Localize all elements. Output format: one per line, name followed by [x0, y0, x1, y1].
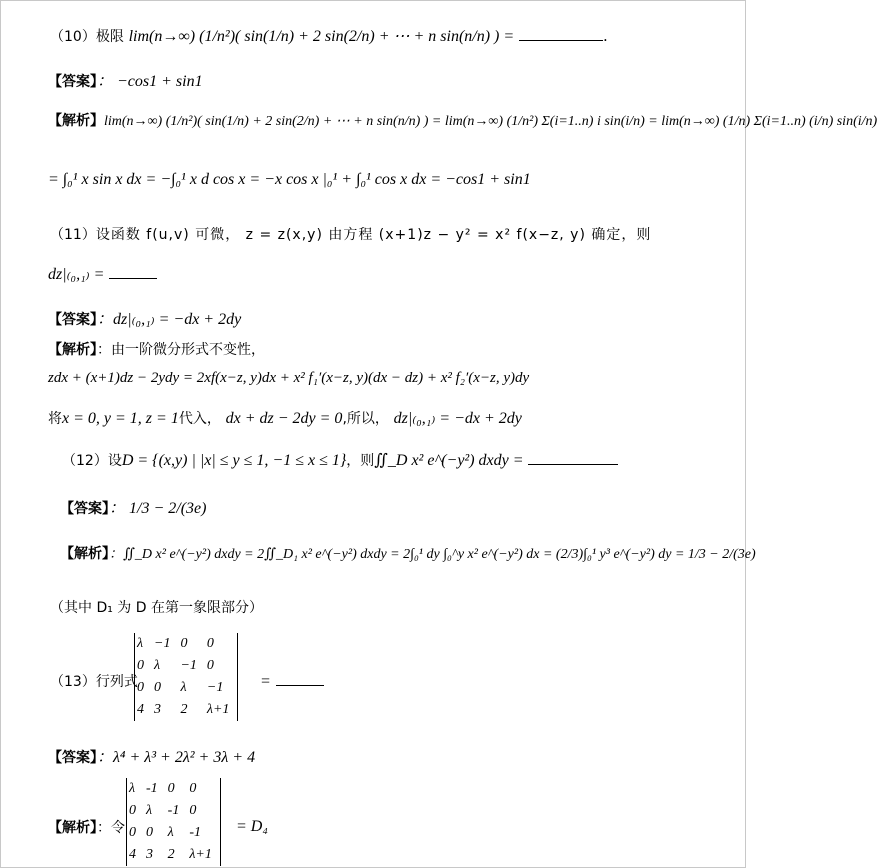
ans10-line: [48, 68, 203, 91]
jx11-result: dz|₍₀,₁₎ = −dx + 2dy: [393, 410, 522, 427]
q13-matrix-cell: λ: [154, 658, 161, 673]
jx13-matrix-cell: 0: [146, 825, 153, 840]
jx13-matrix-cell: λ: [146, 803, 153, 818]
jx13-matrix-row: [127, 822, 221, 844]
q13-matrix-cell: 4: [137, 702, 144, 717]
jx10-line2-expression: = ∫₀¹ x sin x dx = −∫₀¹ x d cos x = −x cos x |₀¹ + ∫₀¹ cos x dx = −cos1 + sin1: [48, 171, 531, 188]
q11-dz: dz|₍₀,₁₎ =: [48, 266, 105, 283]
jx13-equals: = D₄: [236, 818, 268, 835]
jx13-matrix-cell: -1: [167, 803, 180, 818]
jx12-tag: 【解析】: [60, 546, 109, 562]
jx11-text: ：由一阶微分形式不变性，: [97, 342, 265, 358]
q13-matrix-cell: 0: [154, 680, 161, 695]
ans11-line: [48, 306, 241, 329]
jx13-matrix-cell: 2: [167, 847, 175, 862]
q13-matrix-row: [135, 699, 238, 721]
jx13-matrix-cell: λ: [129, 781, 136, 796]
q10-label: 极限: [95, 29, 124, 45]
jx13-matrix-cell: 3: [146, 847, 153, 862]
q13-matrix-cell: 0: [137, 680, 144, 695]
jx13-matrix-cell: 4: [129, 847, 136, 862]
jx11-sub-values: x = 0, y = 1, z = 1: [62, 410, 179, 427]
q13-matrix-cell: 2: [180, 702, 188, 717]
q12-then: ，则: [346, 453, 375, 469]
q13-matrix-row: [135, 655, 238, 677]
ans11-text: ：dz|₍₀,₁₎ = −dx + 2dy: [97, 311, 242, 328]
jx13-determinant: [126, 778, 221, 866]
q13-matrix-row: [135, 633, 238, 655]
q13-matrix-cell: 0: [206, 658, 214, 673]
ans12-line: [60, 495, 206, 518]
jx13-matrix-cell: λ: [167, 825, 174, 840]
q13-matrix-cell: λ+1: [206, 702, 230, 717]
q13-answer-blank: [276, 671, 324, 686]
jx11-sub-pre: 将: [48, 411, 62, 427]
jx11-substitution-line: [48, 408, 522, 428]
jx12-line: [60, 543, 756, 563]
q13-matrix-cell: λ: [180, 680, 187, 695]
ans13-line: [48, 744, 255, 767]
q13-equals-line: [260, 671, 324, 691]
q13-matrix-cell: λ: [137, 636, 144, 651]
q10-answer-blank: [519, 26, 603, 41]
q11-text: 设函数 f(u,v) 可微， z = z(x,y) 由方程 (x+1)z − y² = x² f(x−z, y) 确定，则: [95, 227, 652, 243]
jx11-tag: 【解析】: [48, 342, 97, 358]
q10-number: （10）: [50, 29, 96, 45]
q13-matrix-row: [135, 677, 238, 699]
q13-matrix-cell: 0: [180, 636, 188, 651]
jx13-matrix-cell: 0: [189, 781, 197, 796]
jx11-so: ,所以，: [342, 411, 389, 427]
q13-matrix-cell: −1: [206, 680, 224, 695]
jx13-equals-line: [236, 817, 268, 836]
q11-number: （11）: [50, 227, 96, 243]
q13-label-line: [50, 671, 138, 691]
q12-set: D = {(x,y) | |x| ≤ y ≤ 1, −1 ≤ x ≤ 1}: [121, 452, 347, 469]
q13-matrix-cell: −1: [180, 658, 197, 673]
ans13-text: ：λ⁴ + λ³ + 2λ² + 3λ + 4: [97, 749, 256, 766]
q13-number: （13）行列式: [50, 674, 138, 690]
jx13-ling: ：令: [97, 820, 125, 836]
ans12-tag: 【答案】: [60, 501, 109, 517]
ans13-tag: 【答案】: [48, 750, 97, 766]
q13-matrix-cell: 0: [137, 658, 144, 673]
jx11-equation: zdx + (x+1)dz − 2ydy = 2xf(x−z, y)dx + x² f₁′(x−z, y)(dx − dz) + x² f₂′(x−z, y)dy: [48, 370, 530, 386]
jx13-line: [48, 817, 125, 837]
ans10-text: ： −cos1 + sin1: [97, 73, 203, 90]
jx13-matrix-cell: -1: [189, 825, 202, 840]
q11-answer-blank: [109, 264, 157, 279]
q13-determinant: [134, 633, 238, 721]
q11-line: [50, 224, 651, 244]
jx13-tag: 【解析】: [48, 820, 97, 836]
q12-line: [62, 450, 618, 470]
jx13-matrix-cell: 0: [167, 781, 175, 796]
jx13-matrix-cell: 0: [129, 825, 136, 840]
q11-line2: [48, 264, 157, 284]
jx11-sub-equation: dx + dz − 2dy = 0: [225, 410, 343, 427]
q13-matrix-cell: 0: [206, 636, 214, 651]
jx13-matrix-cell: 0: [129, 803, 136, 818]
jx10-line: [48, 110, 877, 130]
ans10-tag: 【答案】: [48, 74, 97, 90]
q13-equals: =: [260, 673, 271, 690]
jx11-sub-in: 代入，: [178, 411, 221, 427]
ans11-tag: 【答案】: [48, 312, 97, 328]
jx10-expression: lim(n→∞) (1/n²)( sin(1/n) + 2 sin(2/n) + ⋯ + n sin(n/n) ) = lim(n→∞) (1/n²) Σ(i=1..n) i sin(i/n) = lim(n→∞) (1/n) Σ(i=1..n) (i/n) sin(i/n): [104, 114, 877, 129]
ans12-text: ： 1/3 − 2/(3e): [109, 500, 207, 517]
jx11-line: [48, 339, 265, 359]
jx13-matrix-cell: λ+1: [189, 847, 212, 862]
jx13-matrix-cell: -1: [146, 781, 158, 796]
q12-number: （12）设: [62, 453, 122, 469]
jx13-matrix-row: [127, 778, 221, 800]
q12-integral: ∬_D x² e^(−y²) dxdy =: [374, 452, 524, 469]
note12-line: [50, 597, 263, 617]
note12-text: （其中 D₁ 为 D 在第一象限部分）: [50, 600, 263, 616]
jx13-matrix-row: [127, 844, 221, 866]
jx13-matrix-row: [127, 800, 221, 822]
jx10-line2: [48, 170, 531, 189]
q10-expression: lim(n→∞) (1/n²)( sin(1/n) + 2 sin(2/n) + ⋯ + n sin(n/n) ) =: [128, 28, 515, 45]
jx11-equation-line: [48, 368, 529, 387]
q10-line: [50, 26, 608, 46]
q10-period: .: [602, 27, 608, 45]
jx12-expression: ：∬_D x² e^(−y²) dxdy = 2∬_D₁ x² e^(−y²) dxdy = 2∫₀¹ dy ∫₀^y x² e^(−y²) dx = (2/3)∫₀¹ y³ e^(−y²) dy = 1/3 − 2/(3e): [109, 547, 756, 562]
jx13-matrix-cell: 0: [189, 803, 197, 818]
q12-answer-blank: [528, 450, 618, 465]
q13-matrix-cell: −1: [154, 636, 171, 651]
q13-matrix-cell: 3: [154, 702, 161, 717]
jx10-tag: 【解析】: [48, 113, 104, 129]
